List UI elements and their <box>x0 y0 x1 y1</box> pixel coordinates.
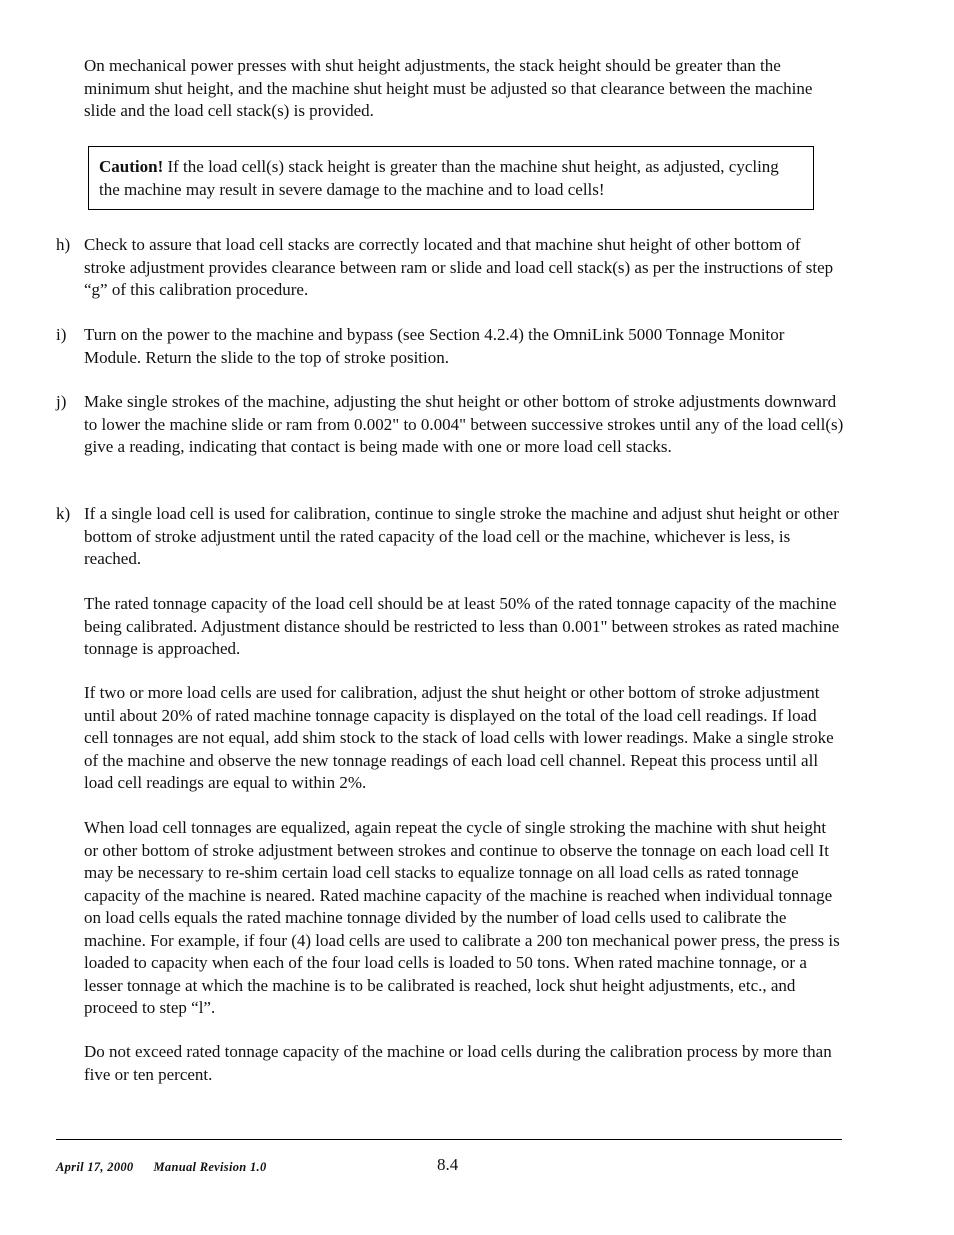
step-marker-i: i) <box>56 325 67 344</box>
footer-info <box>56 1160 267 1175</box>
step-marker-j: j) <box>56 392 67 411</box>
step-text-j: Make single strokes of the machine, adjusting the shut height or other bottom of stroke adjustments downward to lower the machine slide or ram from 0.002" to 0.004" between successive strokes until any of the load cell(s) give a reading, indicating that contact is being made with one or more load cell stacks. <box>84 392 844 456</box>
caution-label: Caution! <box>99 157 164 176</box>
step-marker-k: k) <box>56 504 71 523</box>
page-number: 8.4 <box>437 1155 459 1174</box>
footer-revision: Manual Revision 1.0 <box>153 1160 267 1174</box>
step-text-i: Turn on the power to the machine and bypass (see Section 4.2.4) the OmniLink 5000 Tonnage Monitor Module. Return the slide to the top of stroke position. <box>84 325 785 367</box>
step-marker-h: h) <box>56 235 71 254</box>
caution-box <box>88 146 814 210</box>
k-paragraph-equalized: When load cell tonnages are equalized, again repeat the cycle of single stroking the machine with shut height or other bottom of stroke adjustment between strokes and continue to observe the tonnage on each load cell It may be necessary to re-shim certain load cell stacks to equalize tonnage on all load cells as rated tonnage capacity of the machine is neared. Rated machine capacity of the machine is reached when individual tonnage on load cells equals the rated machine tonnage divided by the number of load cells used to calibrate the machine. For example, if four (4) load cells are used to calibrate a 200 ton mechanical power press, the press is loaded to capacity when each of the four load cells is loaded to 50 tons. When rated machine tonnage, or a lesser tonnage at which the machine is to be calibrated is reached, lock shut height adjustments, etc., and proceed to step “l”. <box>84 818 840 1017</box>
caution-text: If the load cell(s) stack height is greater than the machine shut height, as adjusted, cycling the machine may result in severe damage to the machine and to load cells! <box>99 157 779 199</box>
intro-paragraph: On mechanical power presses with shut height adjustments, the stack height should be greater than the minimum shut height, and the machine shut height must be adjusted so that clearance between the machine slide and the load cell stack(s) is provided. <box>84 56 813 120</box>
step-text-k: If a single load cell is used for calibration, continue to single stroke the machine and adjust shut height or other bottom of stroke adjustment until the rated capacity of the load cell or the machine, whichever is less, is reached. <box>84 504 839 568</box>
k-paragraph-rated-capacity: The rated tonnage capacity of the load cell should be at least 50% of the rated tonnage capacity of the machine being calibrated. Adjustment distance should be restricted to less than 0.001" between strokes as rated machine tonnage is approached. <box>84 594 840 658</box>
footer-rule <box>56 1139 842 1140</box>
k-paragraph-multiple-cells: If two or more load cells are used for calibration, adjust the shut height or other bottom of stroke adjustment until about 20% of rated machine tonnage capacity is displayed on the total of the load cell readings. If load cell tonnages are not equal, add shim stock to the stack of load cells with lower readings. Make a single stroke of the machine and observe the new tonnage readings of each load cell channel. Repeat this process until all load cell readings are equal to within 2%. <box>84 683 834 792</box>
k-paragraph-do-not-exceed: Do not exceed rated tonnage capacity of the machine or load cells during the calibration process by more than five or ten percent. <box>84 1042 832 1084</box>
step-text-h: Check to assure that load cell stacks are correctly located and that machine shut height of other bottom of stroke adjustment provides clearance between ram or slide and load cell stack(s) as per the instructions of step “g” of this calibration procedure. <box>84 235 834 299</box>
footer-date: April 17, 2000 <box>56 1160 134 1174</box>
